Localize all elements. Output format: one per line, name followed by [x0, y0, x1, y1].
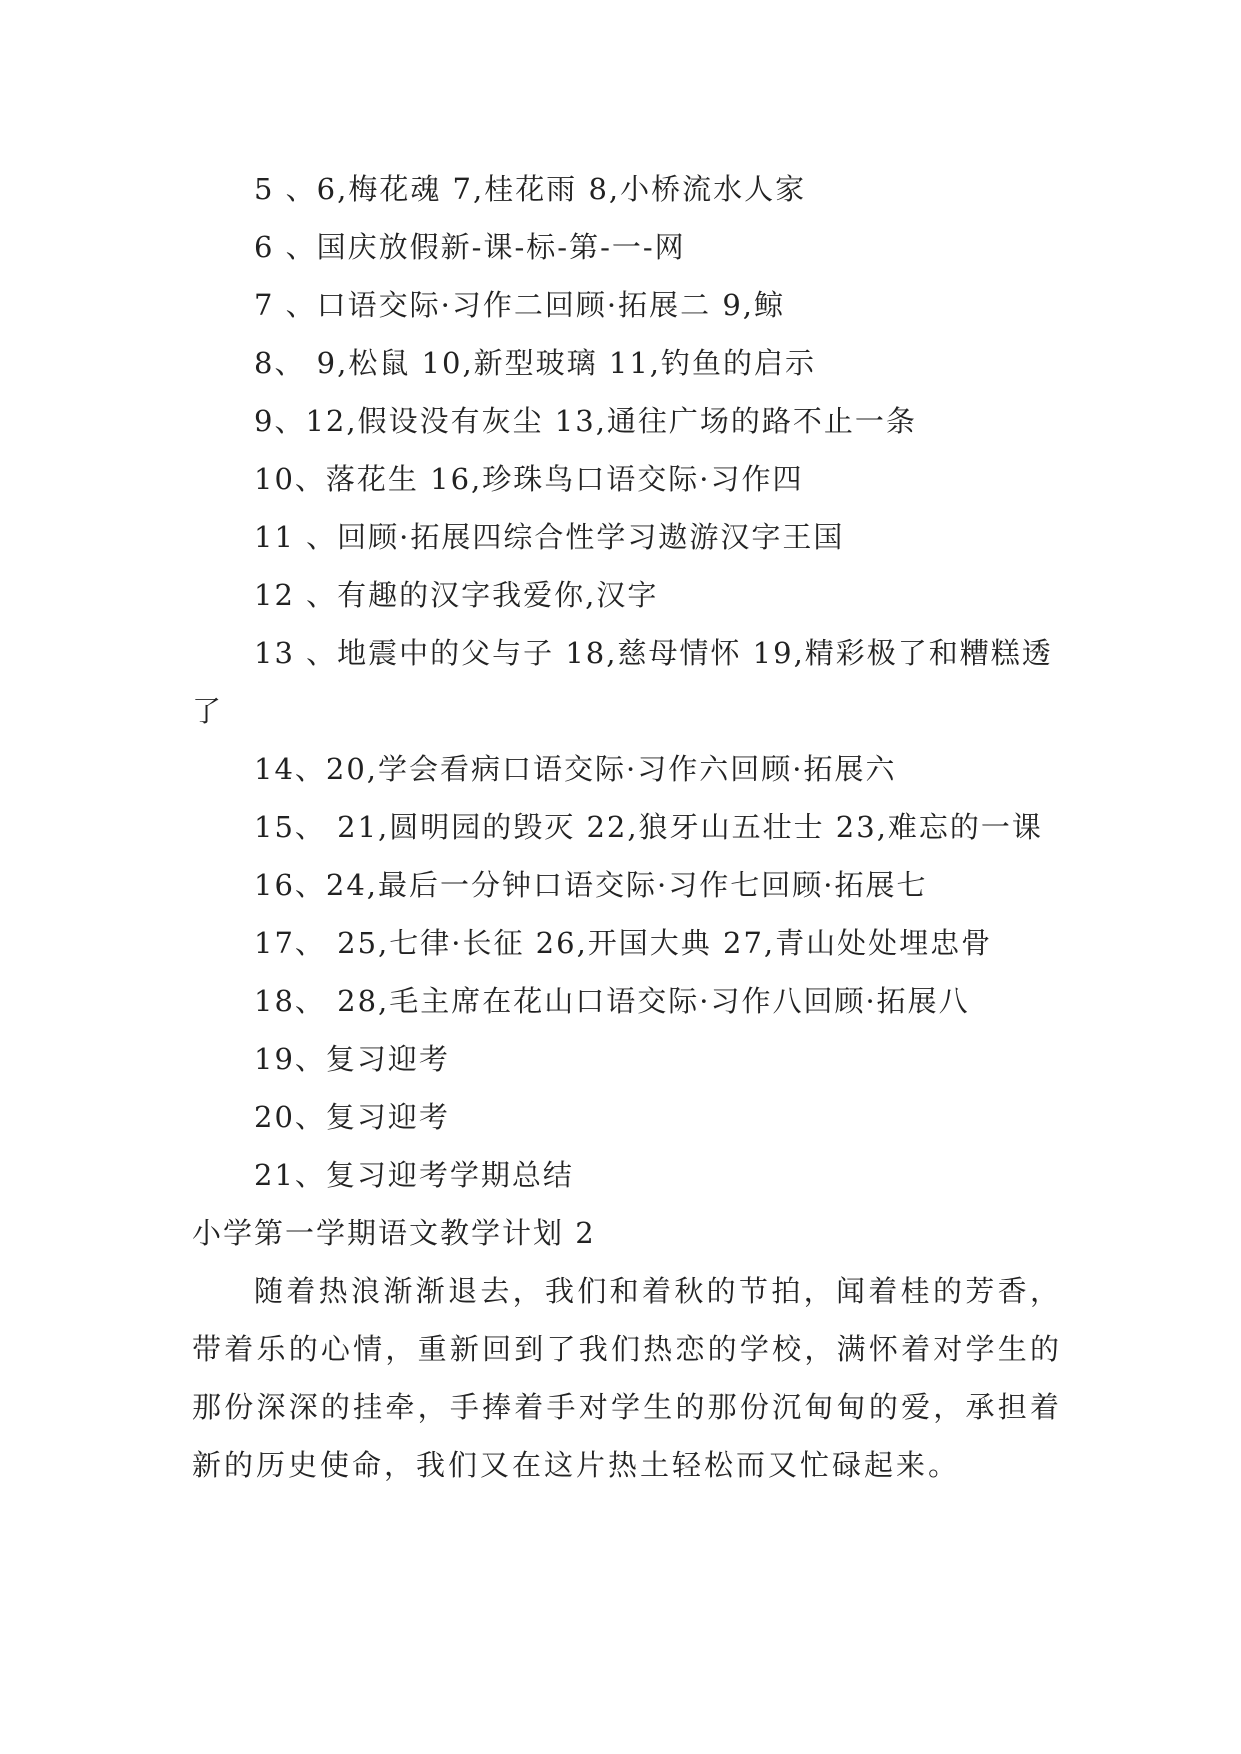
schedule-item: 16、24,最后一分钟口语交际·习作七回顾·拓展七 [254, 868, 928, 902]
schedule-item: 10、落花生 16,珍珠鸟口语交际·习作四 [254, 462, 804, 496]
schedule-item: 6 、国庆放假新-课-标-第-一-网 [254, 230, 686, 264]
schedule-item: 15、 21,圆明园的毁灭 22,狼牙山五壮士 23,难忘的一课 [254, 810, 1043, 844]
section-title: 小学第一学期语文教学计划 2 [192, 1216, 596, 1250]
schedule-item: 9、12,假设没有灰尘 13,通往广场的路不止一条 [254, 404, 917, 438]
intro-paragraph: 随着热浪渐渐退去，我们和着秋的节拍，闻着桂的芳香，带着乐的心情，重新回到了我们热恋的学校，满怀着对学生的那份深深的挂牵，手捧着手对学生的那份沉甸甸的爱，承担着新的历史使命，我们又在这片热土轻松而又忙碌起来。 [192, 1274, 1062, 1482]
schedule-item: 11 、回顾·拓展四综合性学习遨游汉字王国 [254, 520, 845, 554]
schedule-item: 21、复习迎考学期总结 [254, 1158, 574, 1192]
schedule-item: 18、 28,毛主席在花山口语交际·习作八回顾·拓展八 [254, 984, 970, 1018]
schedule-item: 5 、6,梅花魂 7,桂花雨 8,小桥流水人家 [254, 172, 807, 206]
schedule-item: 20、复习迎考 [254, 1100, 450, 1134]
schedule-item: 14、20,学会看病口语交际·习作六回顾·拓展六 [254, 752, 897, 786]
schedule-item: 19、复习迎考 [254, 1042, 450, 1076]
schedule-item: 8、 9,松鼠 10,新型玻璃 11,钓鱼的启示 [254, 346, 817, 380]
document-body [192, 160, 1062, 1494]
schedule-item: 7 、口语交际·习作二回顾·拓展二 9,鲸 [254, 288, 785, 322]
schedule-item: 17、 25,七律·长征 26,开国大典 27,青山处处埋忠骨 [254, 926, 993, 960]
schedule-item: 13 、地震中的父与子 18,慈母情怀 19,精彩极了和糟糕透了 [192, 636, 1053, 728]
schedule-item: 12 、有趣的汉字我爱你,汉字 [254, 578, 659, 612]
